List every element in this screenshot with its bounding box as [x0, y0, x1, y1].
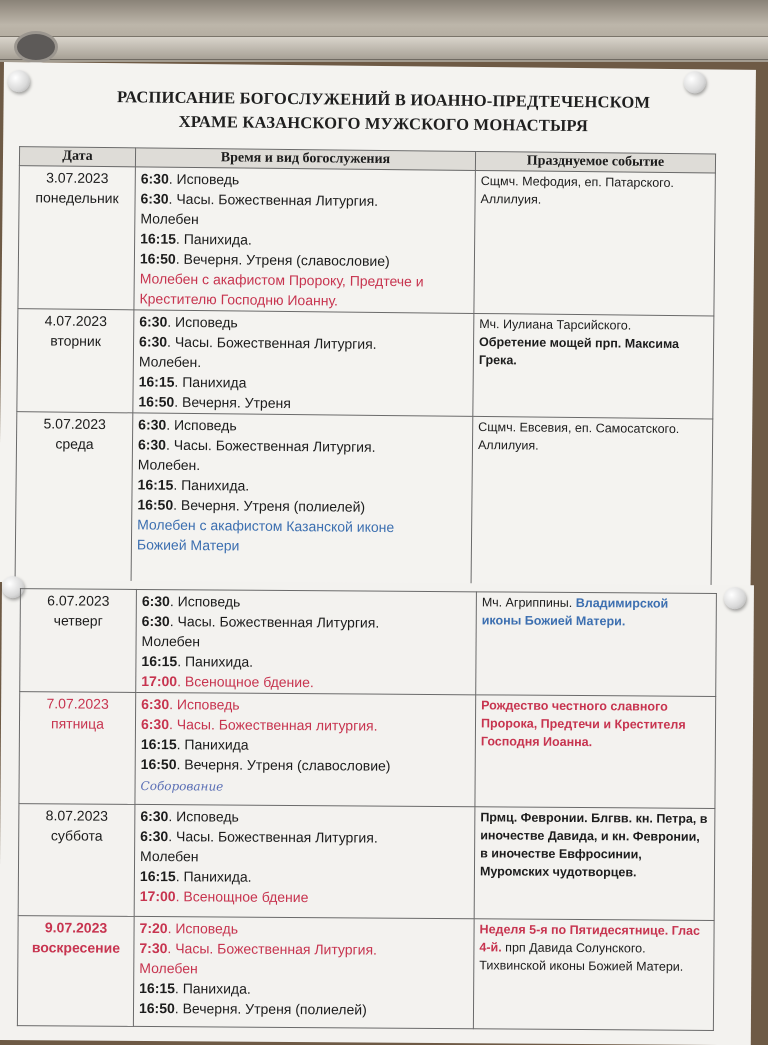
- service-line: 16:50. Вечерня. Утреня (полиелей): [137, 496, 366, 515]
- date-cell: [18, 166, 135, 310]
- service-line: 16:15. Панихида: [138, 373, 247, 391]
- event-cell: [476, 592, 717, 697]
- event-cell: [474, 807, 715, 921]
- date: 7.07.2023: [46, 695, 109, 712]
- event-text: Мч. Иулиана Тарсийского.: [479, 316, 632, 333]
- services-cell: [134, 167, 475, 314]
- service-line: 16:15. Панихида.: [137, 476, 250, 494]
- service-line: 16:15. Панихида: [140, 735, 249, 753]
- event-cell: [471, 416, 713, 591]
- event-text: Мч. Агриппины.: [481, 595, 573, 610]
- service-line: 16:50. Вечерня. Утреня (полиелей): [138, 999, 367, 1018]
- table-row: [18, 166, 715, 316]
- services-cell: [131, 413, 473, 589]
- header-date: Дата: [19, 147, 135, 167]
- date: 9.07.2023: [44, 919, 108, 936]
- service-line: 16:50. Вечерня. Утреня (славословие): [140, 755, 391, 774]
- schedule-table-2: [17, 588, 717, 1031]
- service-line: Молебен: [139, 959, 198, 977]
- title-line-1: РАСПИСАНИЕ БОГОСЛУЖЕНИЙ В ИОАННО-ПРЕДТЕЧЕНСКОМ: [116, 87, 651, 112]
- table-row: [17, 309, 714, 419]
- event-feast: Рождество честного славного Пророка, Предтечи и Крестителя Господня Иоанна.: [480, 698, 686, 750]
- weekday: пятница: [50, 715, 105, 732]
- service-line: 6:30. Часы. Божественная Литургия.: [138, 333, 377, 352]
- date: 6.07.2023: [47, 592, 110, 609]
- service-line: 6:30. Исповедь: [140, 170, 240, 188]
- service-line-moleben: Божией Матери: [136, 536, 240, 554]
- weekday: четверг: [53, 612, 103, 629]
- hanging-ring: [14, 31, 58, 63]
- event-cell: [474, 170, 715, 316]
- event-feast: Обретение мощей прп. Максима Грека.: [478, 334, 680, 368]
- table-row: [19, 692, 716, 809]
- service-line: 6:30. Часы. Божественная Литургия.: [140, 827, 378, 846]
- pushpin-icon: [724, 587, 746, 609]
- service-line: 6:30. Исповедь: [141, 592, 241, 610]
- event-text: Сщмч. Евсевия, еп. Самосатского. Аллилуия.: [477, 419, 680, 453]
- event-text: Прмц. Февронии.: [480, 810, 588, 826]
- date-cell: [15, 412, 133, 585]
- service-line-moleben: Молебен с акафистом Казанской иконе: [137, 516, 395, 536]
- table-row: [18, 804, 715, 921]
- service-line: Молебен: [140, 210, 199, 228]
- service-line: Молебен: [140, 847, 199, 865]
- service-line: 6:30. Часы. Божественная Литургия.: [141, 612, 380, 631]
- date-cell: [18, 804, 135, 917]
- weekday: суббота: [50, 827, 103, 844]
- table-row: [15, 412, 713, 591]
- services-cell: [136, 589, 477, 694]
- service-line: 6:30. Часы. Божественная Литургия.: [140, 190, 379, 209]
- event-feast: Блгвв. кн. Петра, в иночестве Давида, и кн. Февронии, в иночестве Евфросинии, Муромских чудотворцев.: [479, 811, 708, 880]
- service-line: 6:30. Исповедь: [138, 416, 237, 434]
- event-text: прп Давида Солунского. Тихвинской иконы Божией Матери.: [479, 940, 684, 974]
- date: 8.07.2023: [45, 807, 109, 824]
- event-cell: [475, 695, 716, 809]
- weekday: среда: [55, 435, 94, 452]
- service-line: 6:30. Исповедь: [139, 313, 238, 331]
- table-row: [20, 589, 717, 697]
- board-frame: [0, 0, 768, 62]
- date-cell: [19, 692, 136, 805]
- services-cell: [135, 692, 476, 806]
- weekday: воскресение: [31, 939, 121, 956]
- header-event: Празднуемое событие: [475, 151, 715, 173]
- schedule-sheet-2: [0, 580, 754, 1045]
- pushpin-icon: [684, 71, 706, 93]
- pushpin-icon: [8, 70, 30, 92]
- service-line: 6:30. Часы. Божественная литургия.: [140, 715, 378, 734]
- service-line: 16:15. Панихида.: [141, 652, 254, 670]
- service-line: 16:15. Панихида.: [139, 867, 252, 885]
- event-cell: [473, 919, 714, 1031]
- header-service: Время и вид богослужения: [135, 148, 475, 171]
- service-line: Молебен.: [137, 456, 201, 474]
- service-line: 16:50. Вечерня. Утреня: [138, 393, 291, 412]
- event-feast: Владимирской иконы Божией Матери.: [481, 596, 669, 629]
- service-line: Молебен: [141, 632, 201, 650]
- service-line: Молебен.: [138, 353, 202, 371]
- handwritten-note: Соборование: [140, 778, 224, 794]
- services-cell: [133, 310, 474, 417]
- weekday: вторник: [50, 332, 101, 350]
- services-cell: [134, 804, 475, 918]
- date: 5.07.2023: [43, 415, 106, 433]
- date-cell: [20, 589, 137, 693]
- schedule-table-1: [15, 146, 717, 591]
- service-line: 6:30. Исповедь: [141, 695, 240, 713]
- services-cell: [133, 916, 474, 1028]
- event-feast: Неделя 5-я по Пятидесятнице. Глас 4-й.: [479, 922, 701, 955]
- service-line: 6:30. Часы. Божественная Литургия.: [137, 436, 376, 455]
- page-title: [43, 84, 723, 139]
- date: 3.07.2023: [46, 169, 109, 187]
- service-line: 6:30. Исповедь: [140, 807, 239, 825]
- table-row: [17, 916, 714, 1031]
- schedule-sheet-1: [0, 62, 756, 590]
- weekday: понедельник: [35, 189, 119, 207]
- service-line: 16:15. Панихида.: [140, 230, 252, 248]
- service-line: 7:20. Исповедь: [139, 919, 239, 937]
- date: 4.07.2023: [44, 312, 108, 330]
- event-text: Сщмч. Мефодия, еп. Патарского. Аллилуия.: [480, 173, 675, 207]
- service-line-vigil: 17:00. Всенощное бдение: [139, 887, 309, 906]
- service-line: 16:15. Панихида.: [139, 979, 251, 997]
- service-line-moleben: Молебен с акафистом Пророку, Предтече и: [139, 270, 424, 290]
- date-cell: [17, 309, 134, 413]
- service-line: 7:30. Часы. Божественная Литургия.: [139, 939, 378, 958]
- title-line-2: ХРАМЕ КАЗАНСКОГО МУЖСКОГО МОНАСТЫРЯ: [178, 111, 589, 136]
- date-cell: [17, 916, 134, 1027]
- event-cell: [473, 313, 714, 419]
- service-line-moleben: Крестителю Господню Иоанну.: [139, 290, 339, 309]
- service-line: 16:50. Вечерня. Утреня (славословие): [139, 250, 390, 270]
- frame-rail: [0, 36, 768, 60]
- service-line-vigil: 17:00. Всенощное бдение.: [141, 672, 314, 691]
